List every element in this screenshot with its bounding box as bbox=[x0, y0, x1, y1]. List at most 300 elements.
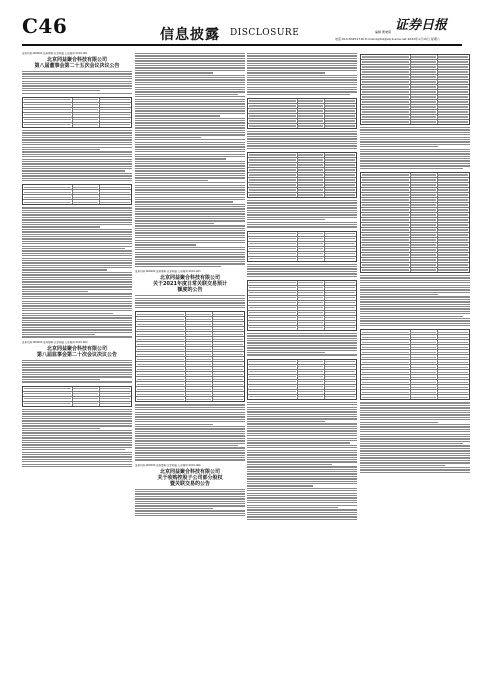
table-cell bbox=[361, 85, 411, 89]
table-cell bbox=[361, 365, 411, 369]
text-line bbox=[22, 234, 132, 235]
cell-text bbox=[325, 174, 355, 175]
text-line bbox=[360, 320, 470, 321]
contact-date-line: 电话:010-83251716 E-mail:zqrb9@zqrb.sina.net 2022年1月15日 星期六 bbox=[335, 37, 440, 41]
text-line bbox=[360, 294, 438, 295]
text-line bbox=[135, 118, 245, 119]
cell-text bbox=[100, 403, 130, 404]
table-cell bbox=[248, 370, 298, 374]
text-line bbox=[22, 303, 132, 304]
text-line bbox=[360, 285, 470, 286]
table-cell bbox=[248, 286, 298, 290]
cell-text bbox=[298, 233, 323, 234]
table-cell bbox=[361, 370, 411, 374]
text-line bbox=[22, 241, 132, 242]
text-line bbox=[135, 515, 245, 516]
table-cell bbox=[361, 263, 411, 267]
table-cell bbox=[437, 213, 469, 217]
article-body bbox=[135, 404, 245, 460]
table-cell bbox=[324, 380, 356, 384]
cell-text bbox=[100, 388, 130, 389]
text-line bbox=[22, 360, 132, 361]
table-cell bbox=[185, 352, 213, 356]
cell-text bbox=[362, 81, 409, 82]
text-line bbox=[247, 91, 357, 92]
text-line bbox=[22, 447, 132, 448]
text-line bbox=[135, 65, 245, 66]
table-cell bbox=[136, 387, 186, 391]
data-table bbox=[360, 54, 470, 125]
text-line bbox=[135, 459, 245, 460]
cell-text bbox=[137, 384, 184, 385]
table-cell bbox=[437, 90, 469, 94]
table-cell bbox=[212, 312, 244, 316]
cell-text bbox=[325, 238, 355, 239]
cell-text bbox=[298, 125, 323, 126]
text-line bbox=[360, 139, 470, 140]
cell-text bbox=[186, 399, 211, 400]
table-cell bbox=[437, 380, 469, 384]
text-line bbox=[22, 379, 100, 380]
cell-text bbox=[249, 253, 296, 254]
table-cell bbox=[136, 322, 186, 326]
text-line bbox=[135, 412, 245, 413]
table-cell bbox=[23, 200, 73, 204]
table-cell bbox=[212, 357, 244, 361]
table-cell bbox=[248, 232, 298, 236]
table-cell bbox=[410, 360, 438, 364]
table-cell bbox=[136, 317, 186, 321]
table-cell bbox=[136, 357, 186, 361]
text-line bbox=[135, 240, 245, 241]
article-body bbox=[247, 333, 357, 356]
text-line bbox=[135, 298, 245, 299]
cell-text bbox=[438, 392, 468, 393]
cell-text bbox=[325, 164, 355, 165]
table-cell bbox=[361, 110, 411, 114]
cell-text bbox=[411, 96, 436, 97]
text-line bbox=[135, 232, 245, 233]
cell-text bbox=[298, 282, 323, 283]
text-line bbox=[22, 73, 132, 74]
cell-text bbox=[137, 399, 184, 400]
cell-text bbox=[249, 125, 296, 126]
cell-text bbox=[438, 362, 468, 363]
text-line bbox=[247, 440, 357, 441]
text-line bbox=[135, 106, 245, 107]
table-row bbox=[23, 200, 131, 204]
table-cell bbox=[410, 248, 438, 252]
text-line bbox=[135, 220, 245, 221]
text-line bbox=[22, 435, 132, 436]
cell-text bbox=[411, 249, 436, 250]
text-line bbox=[360, 457, 470, 458]
table-cell bbox=[437, 370, 469, 374]
text-line bbox=[135, 247, 245, 248]
cell-text bbox=[186, 319, 211, 320]
cell-text bbox=[186, 329, 211, 330]
text-line bbox=[247, 407, 357, 408]
text-line bbox=[247, 276, 357, 277]
cell-text bbox=[298, 391, 323, 392]
cell-text bbox=[325, 327, 355, 328]
text-line bbox=[360, 146, 438, 147]
table-cell bbox=[248, 193, 298, 197]
cell-text bbox=[438, 367, 468, 368]
text-line bbox=[22, 248, 125, 249]
cell-text bbox=[100, 202, 130, 203]
cell-text bbox=[325, 110, 355, 111]
table-cell bbox=[248, 360, 298, 364]
table-cell bbox=[324, 178, 356, 182]
text-line bbox=[247, 505, 357, 506]
text-line bbox=[22, 226, 100, 227]
table-cell bbox=[185, 382, 213, 386]
cell-text bbox=[362, 101, 409, 102]
text-line bbox=[247, 224, 357, 225]
cell-text bbox=[411, 204, 436, 205]
text-line bbox=[135, 295, 245, 296]
table-cell bbox=[136, 397, 186, 401]
table-cell bbox=[324, 242, 356, 246]
cell-text bbox=[325, 154, 355, 155]
cell-text bbox=[362, 56, 409, 57]
cell-text bbox=[298, 248, 323, 249]
text-line bbox=[135, 416, 245, 417]
cell-text bbox=[73, 99, 98, 100]
text-line bbox=[360, 160, 470, 161]
text-line bbox=[135, 77, 245, 78]
cell-text bbox=[438, 382, 468, 383]
table-cell bbox=[324, 360, 356, 364]
text-line bbox=[247, 340, 357, 341]
table-cell bbox=[99, 200, 131, 204]
text-line bbox=[135, 450, 245, 451]
cell-text bbox=[186, 369, 211, 370]
text-line bbox=[22, 440, 132, 441]
cell-text bbox=[325, 179, 355, 180]
cell-text bbox=[249, 322, 296, 323]
table-cell bbox=[410, 365, 438, 369]
table-cell bbox=[99, 190, 131, 194]
text-line bbox=[135, 428, 245, 429]
section-title: 信息披露 bbox=[160, 27, 220, 43]
page-header bbox=[0, 0, 484, 50]
text-line bbox=[247, 271, 357, 272]
cell-text bbox=[438, 204, 468, 205]
cell-text bbox=[100, 114, 130, 115]
text-line bbox=[247, 509, 357, 510]
table-cell bbox=[410, 233, 438, 237]
text-line bbox=[247, 519, 357, 520]
article-headline: 北京同益聚合科技有限公司 关于收购控股子公司部分股权 暨关联交易的公告 bbox=[157, 468, 223, 487]
cell-text bbox=[325, 184, 355, 185]
text-line bbox=[360, 129, 470, 130]
table-cell bbox=[437, 178, 469, 182]
text-line bbox=[247, 335, 357, 336]
table-cell bbox=[437, 60, 469, 64]
table-cell bbox=[212, 397, 244, 401]
cell-text bbox=[325, 105, 355, 106]
table-cell bbox=[248, 183, 298, 187]
article-code: 证券代码:000000 证券简称:北京同益 公告编号:2022-003 bbox=[135, 270, 201, 274]
cell-text bbox=[438, 86, 468, 87]
text-line bbox=[22, 83, 132, 84]
text-line bbox=[22, 452, 132, 453]
table-cell bbox=[248, 237, 298, 241]
text-line bbox=[247, 55, 357, 56]
cell-text bbox=[249, 361, 296, 362]
cell-text bbox=[100, 187, 130, 188]
cell-text bbox=[100, 393, 130, 394]
cell-text bbox=[249, 297, 296, 298]
cell-text bbox=[249, 292, 296, 293]
cell-text bbox=[186, 384, 211, 385]
cell-text bbox=[298, 238, 323, 239]
table-cell bbox=[248, 301, 298, 305]
text-line bbox=[135, 173, 245, 174]
article-code: 证券代码:000000 证券简称:北京同益 公告编号:2022-001 bbox=[22, 52, 88, 55]
table-cell bbox=[248, 153, 298, 157]
table-cell bbox=[437, 243, 469, 247]
cell-text bbox=[438, 106, 468, 107]
text-line bbox=[135, 67, 245, 68]
cell-text bbox=[438, 264, 468, 265]
cell-text bbox=[137, 374, 184, 375]
text-line bbox=[135, 182, 245, 183]
newspaper-masthead: 证券日报 bbox=[395, 18, 448, 33]
cell-text bbox=[73, 124, 98, 125]
table-cell bbox=[437, 75, 469, 79]
cell-text bbox=[249, 258, 296, 259]
cell-text bbox=[411, 91, 436, 92]
table-cell bbox=[297, 188, 325, 192]
table-cell bbox=[437, 55, 469, 59]
cell-text bbox=[325, 317, 355, 318]
text-line bbox=[135, 122, 245, 123]
text-line bbox=[247, 421, 325, 422]
text-line bbox=[247, 222, 357, 223]
article-body bbox=[135, 53, 245, 267]
cell-text bbox=[249, 248, 296, 249]
text-line bbox=[135, 252, 245, 253]
cell-text bbox=[411, 244, 436, 245]
table-cell bbox=[99, 98, 131, 102]
table-cell bbox=[324, 158, 356, 162]
table-cell bbox=[361, 375, 411, 379]
text-line bbox=[22, 139, 132, 140]
text-line bbox=[135, 266, 221, 267]
text-line bbox=[360, 410, 470, 411]
table-cell bbox=[437, 365, 469, 369]
cell-text bbox=[362, 194, 409, 195]
table-cell bbox=[324, 311, 356, 315]
text-line bbox=[135, 457, 245, 458]
text-line bbox=[135, 424, 213, 425]
text-line bbox=[135, 503, 245, 504]
cell-text bbox=[362, 86, 409, 87]
table-cell bbox=[297, 237, 325, 241]
table-cell bbox=[72, 108, 100, 112]
cell-text bbox=[411, 269, 436, 270]
table-cell bbox=[324, 173, 356, 177]
page-number: C46 bbox=[22, 14, 68, 38]
text-line bbox=[135, 216, 245, 217]
text-line bbox=[360, 156, 470, 157]
text-line bbox=[22, 418, 132, 419]
text-line bbox=[247, 207, 357, 208]
table-cell bbox=[410, 100, 438, 104]
table-cell bbox=[99, 185, 131, 189]
text-line bbox=[135, 75, 245, 76]
text-line bbox=[360, 472, 470, 473]
text-line bbox=[247, 202, 357, 203]
table-cell bbox=[136, 337, 186, 341]
table-cell bbox=[212, 372, 244, 376]
cell-text bbox=[325, 248, 355, 249]
cell-text bbox=[100, 109, 130, 110]
data-table bbox=[22, 97, 132, 128]
cell-text bbox=[411, 337, 436, 338]
text-line bbox=[360, 448, 470, 449]
table-cell bbox=[23, 98, 73, 102]
cell-text bbox=[298, 110, 323, 111]
table-cell bbox=[212, 347, 244, 351]
cell-text bbox=[137, 349, 184, 350]
table-cell bbox=[437, 390, 469, 394]
text-line bbox=[360, 419, 470, 420]
text-line bbox=[135, 426, 245, 427]
cell-text bbox=[438, 244, 468, 245]
text-line bbox=[22, 144, 132, 145]
text-line bbox=[22, 231, 132, 232]
cell-text bbox=[438, 249, 468, 250]
text-line bbox=[247, 416, 357, 417]
text-line bbox=[247, 143, 357, 144]
cell-text bbox=[325, 381, 355, 382]
table-cell bbox=[99, 195, 131, 199]
table-cell bbox=[297, 173, 325, 177]
table-cell bbox=[410, 203, 438, 207]
table-cell bbox=[361, 360, 411, 364]
table-cell bbox=[361, 75, 411, 79]
text-line bbox=[22, 301, 132, 302]
data-table bbox=[135, 311, 245, 402]
cell-text bbox=[186, 339, 211, 340]
text-line bbox=[247, 516, 357, 517]
cell-text bbox=[24, 393, 71, 394]
cell-text bbox=[298, 105, 323, 106]
cell-text bbox=[100, 398, 130, 399]
text-line bbox=[135, 94, 238, 95]
article-body bbox=[360, 402, 470, 473]
table-cell bbox=[410, 188, 438, 192]
text-line bbox=[135, 256, 245, 257]
table-cell bbox=[136, 362, 186, 366]
cell-text bbox=[24, 202, 71, 203]
text-line bbox=[135, 302, 245, 303]
cell-text bbox=[24, 192, 71, 193]
text-line bbox=[22, 137, 132, 138]
text-line bbox=[135, 493, 245, 494]
text-line bbox=[247, 411, 357, 412]
table-cell bbox=[437, 120, 469, 124]
table-cell bbox=[324, 119, 356, 123]
text-line bbox=[360, 460, 470, 461]
cell-text bbox=[298, 189, 323, 190]
table-cell bbox=[297, 124, 325, 128]
table-row bbox=[136, 397, 244, 401]
section-title-en: DISCLOSURE bbox=[230, 28, 300, 38]
cell-text bbox=[298, 154, 323, 155]
text-line bbox=[135, 199, 245, 200]
text-line bbox=[135, 510, 245, 511]
text-line bbox=[360, 311, 470, 312]
table-cell bbox=[361, 350, 411, 354]
text-line bbox=[247, 426, 357, 427]
text-line bbox=[135, 151, 245, 152]
text-line bbox=[360, 158, 470, 159]
table-cell bbox=[437, 263, 469, 267]
text-line bbox=[22, 272, 132, 273]
cell-text bbox=[298, 194, 323, 195]
text-line bbox=[135, 505, 245, 506]
text-line bbox=[135, 491, 245, 492]
cell-text bbox=[411, 387, 436, 388]
table-cell bbox=[212, 352, 244, 356]
cell-text bbox=[186, 354, 211, 355]
text-line bbox=[247, 219, 325, 220]
cell-text bbox=[325, 100, 355, 101]
cell-text bbox=[137, 359, 184, 360]
cell-text bbox=[73, 197, 98, 198]
table-cell bbox=[99, 108, 131, 112]
table-cell bbox=[297, 360, 325, 364]
text-line bbox=[22, 327, 132, 328]
text-line bbox=[22, 305, 132, 306]
text-line bbox=[22, 277, 132, 278]
cell-text bbox=[438, 121, 468, 122]
text-line bbox=[135, 165, 245, 166]
cell-text bbox=[249, 243, 296, 244]
table-cell bbox=[410, 173, 438, 177]
text-line bbox=[247, 438, 357, 439]
text-line bbox=[247, 131, 357, 132]
cell-text bbox=[411, 254, 436, 255]
text-line bbox=[360, 304, 470, 305]
text-line bbox=[135, 452, 245, 453]
cell-text bbox=[362, 367, 409, 368]
table-cell bbox=[437, 385, 469, 389]
text-line bbox=[22, 459, 132, 460]
cell-text bbox=[362, 254, 409, 255]
text-line bbox=[247, 457, 357, 458]
table-cell bbox=[297, 242, 325, 246]
cell-text bbox=[24, 99, 71, 100]
cell-text bbox=[362, 116, 409, 117]
table-cell bbox=[72, 200, 100, 204]
text-line bbox=[22, 243, 132, 244]
cell-text bbox=[362, 244, 409, 245]
text-line bbox=[247, 67, 357, 68]
cell-text bbox=[73, 403, 98, 404]
cell-text bbox=[213, 359, 243, 360]
text-line bbox=[22, 428, 100, 429]
text-line bbox=[247, 430, 357, 431]
text-line bbox=[22, 320, 132, 321]
cell-text bbox=[298, 371, 323, 372]
text-line bbox=[135, 218, 245, 219]
